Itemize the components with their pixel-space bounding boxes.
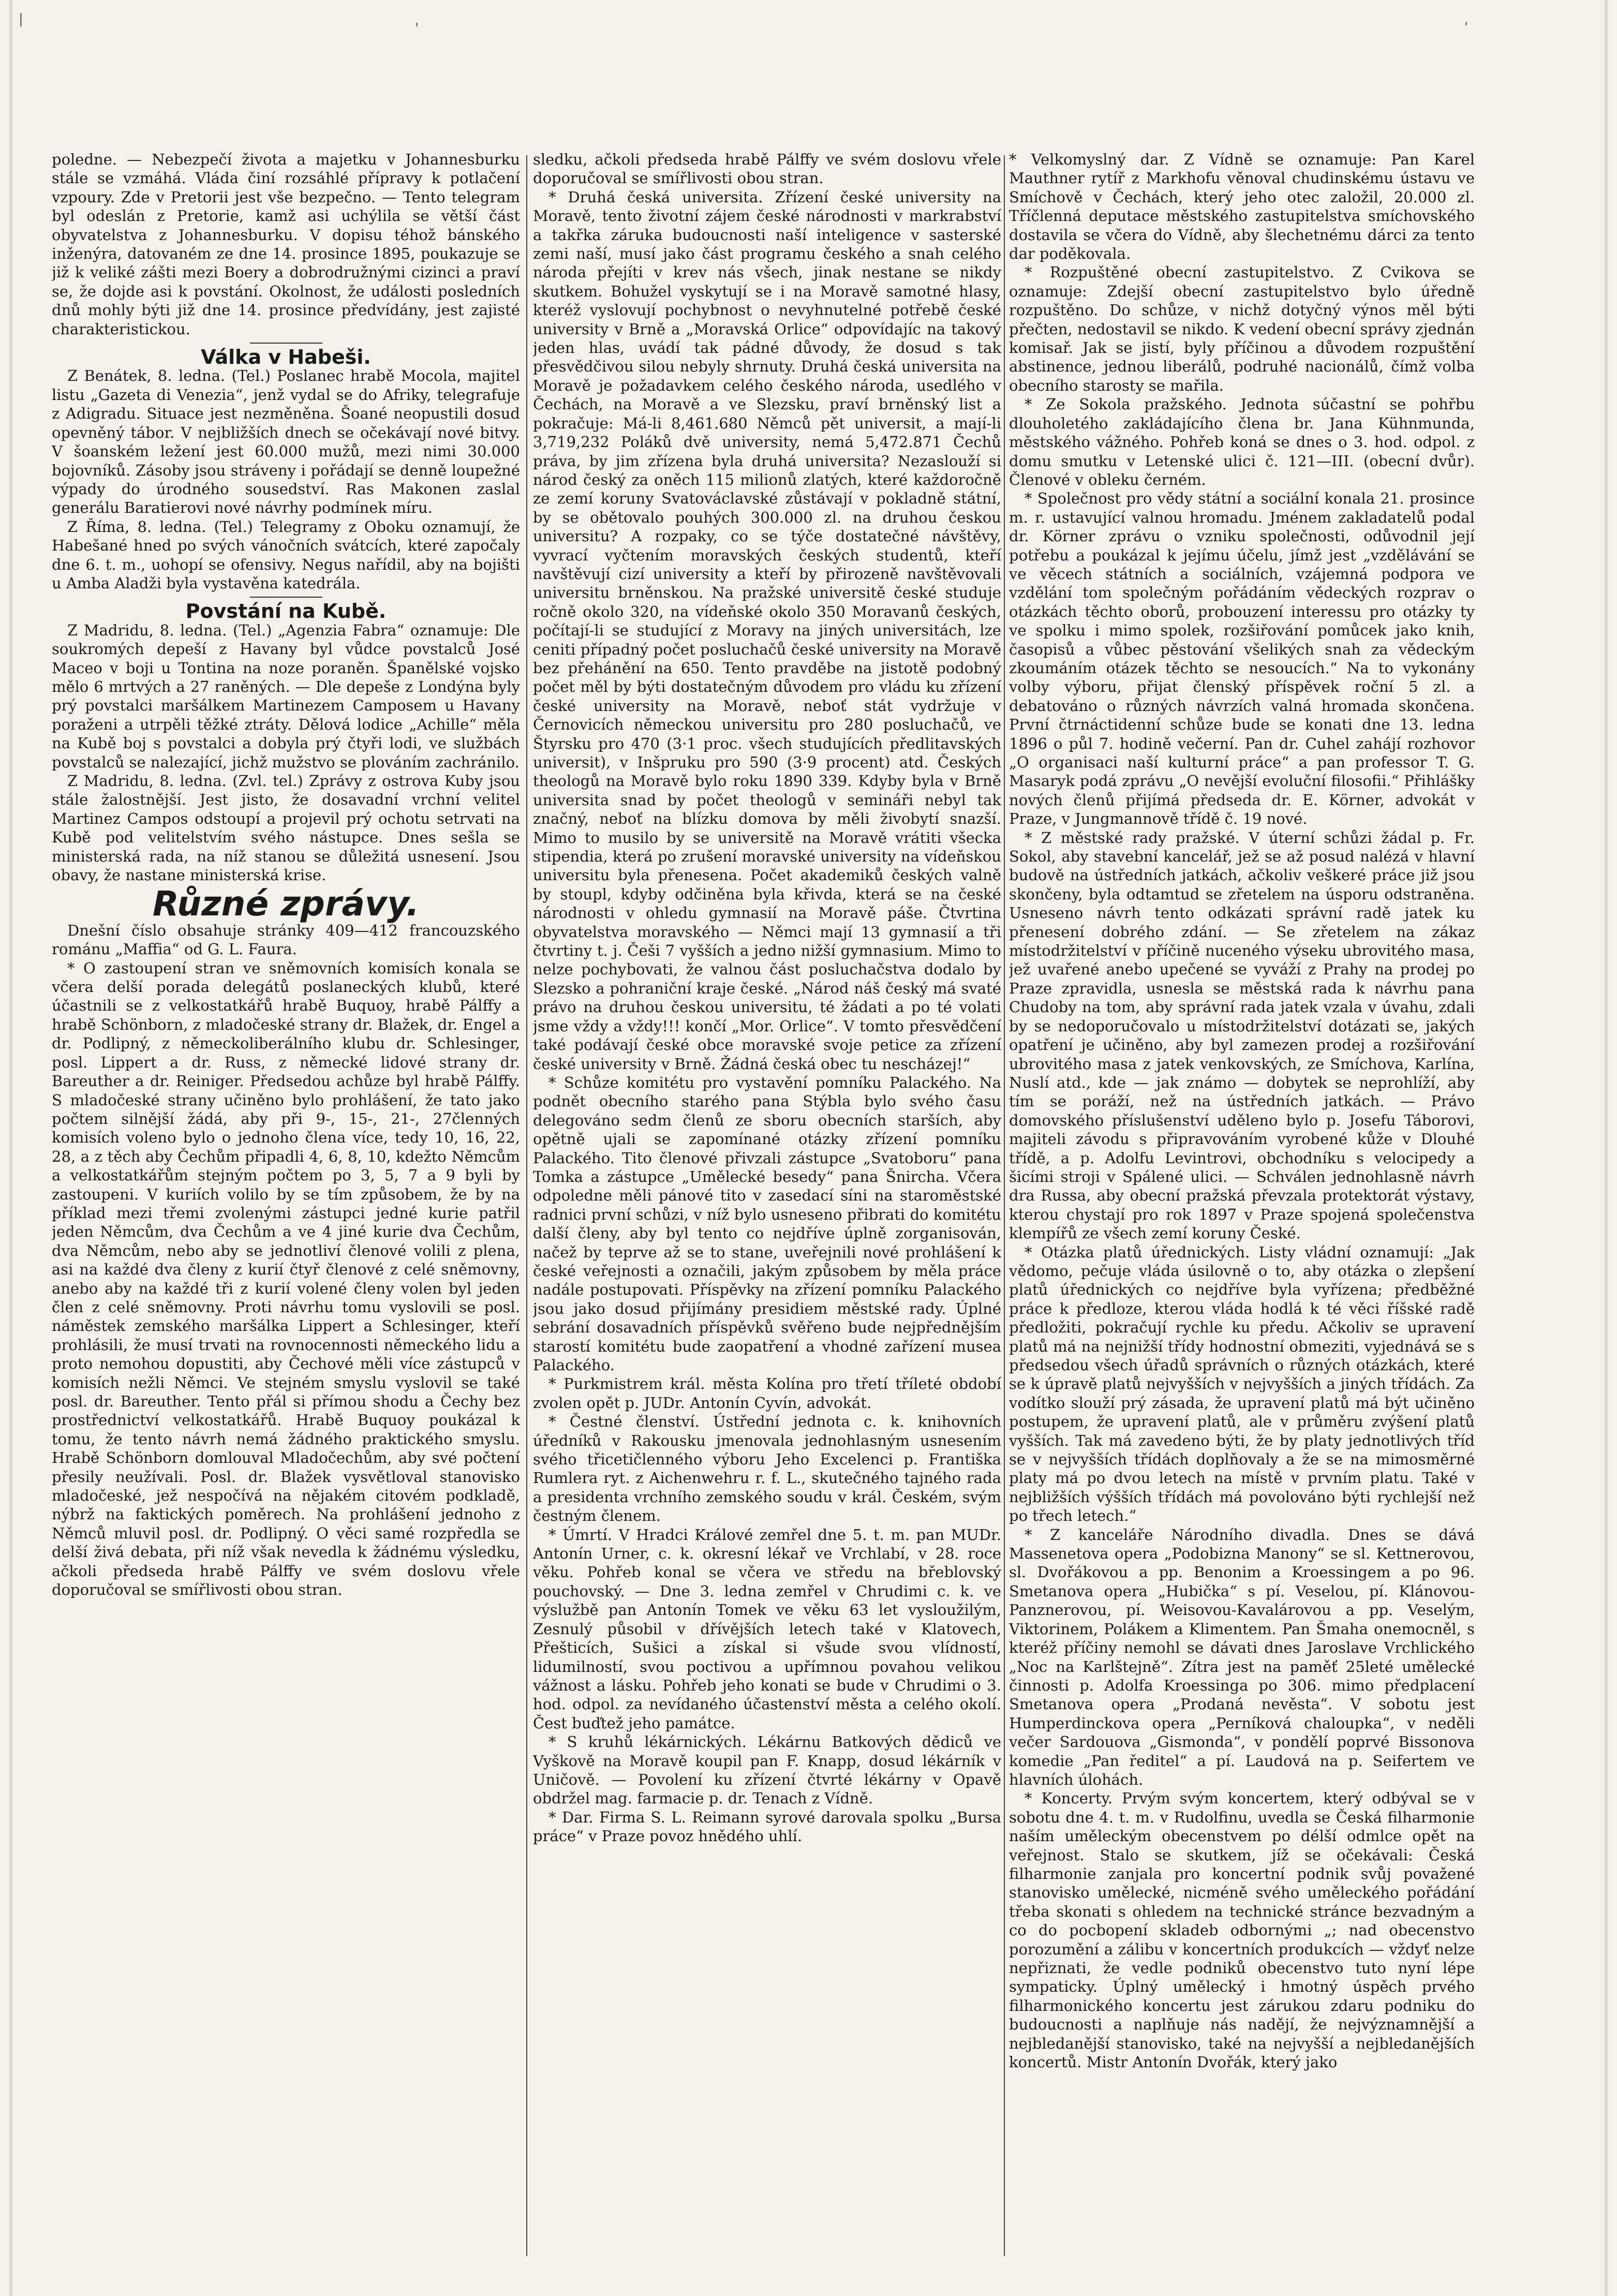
page-edge-left	[9, 0, 12, 2296]
article-party-representation: * O zastoupení stran ve sněmovních komisích konala se včera delší porada delegátů poslaneckých klubů, které účastnili se z velkostatkářů hrabě Buquoy, hrabě Pálffy a hrabě Schönborn, z mladočeské strany dr. Blažek, dr. Engel a dr. Podlipný, z německoliberálního klubu dr. Schlesinger, posl. Lippert a dr. Russ, z německé lidové strany dr. Bareuther a dr. Reiniger. Předsedou achůze byl hrabě Pálffy. S mladočeské strany učiněno bylo prohlášení, že tato jako počtem silnější žádá, aby při 9-, 15-, 21-, 27členných komisích voleno bylo o jednoho člena více, tedy 10, 16, 22, 28, a z těch aby Čechům připadli 4, 6, 8, 10, kdežto Němcům a velkostatkářům stejným počtem po 3, 5, 7 a 9 byli by zastoupeni. V kuriích volilo by se tím způsobem, že by na příklad mezi třemi zvolenými zástupci jedné kurie patřil jeden Němcům, dva Čechům a ve 4 jiné kurie dva Čechům, dva Němcům, nebo aby se jednotliví členové volili z plena, asi na každé dva členy z kurií čtyř členové z celé sněmovny, anebo aby na každé tři z kurií volené členy volen byl jeden člen z celé sněmovny. Proti návrhu tomu vyslovili se posl. náměstek zemského maršálka Lippert a Schlesinger, kteří prohlásili, že musí trvati na rovnocennosti německého lidu a proto nemohou dopustiti, aby Čechové měli více zástupců v komisích nežli Němci. Ve stejném smyslu vyslovil se také posl. dr. Bareuther. Tento přál si přímou shodu a Čechy bez prostřednictví velkostatkářů. Hrabě Buquoy poukázal k tomu, že tento návrh nemá žádného praktického smyslu. Hrabě Schönborn domlouval Mladočechům, aby své počtení přesily neužívali. Posl. dr. Blažek vysvětloval stanovisko mladočeské, jež nespočívá na nějakém citovém podkladě, nýbrž na faktických poměrech. Na prohlášení jednoho z Němců mluvil posl. dr. Podlipný. O věci samé rozpředla se delší živá debata, při níž však nevedla k žádnému výsledku, ačkoli předseda hrabě Pálffy ve svém doslovu vřele doporučoval se smířlivosti obou stran.	[52, 959, 520, 1599]
article-madrid-2: Z Madridu, 8. ledna. (Zvl. tel.) Zprávy z ostrova Kuby jsou stále žalostnější. Jest jisto, že dosavadní vrchní velitel Martinez Campos odstoupí a projevil prý ochotu setrvati na Kubě pod velitelstvím svého nástupce. Dnes sešla se ministerská rada, na níž stanou se důležitá usnesení. Jsou obavy, že nastane ministerská krise.	[52, 772, 520, 884]
article-salaries: * Otázka platů úřednických. Listy vládní oznamují: „Jak vědomo, pečuje vláda úsilovně o to, aby otázka o zlepšení platů úřednických co nejdříve byla vyřízena; předběžné práce k předloze, kterou vláda hodlá k té věci říšské radě předložiti, pokračují rychle ku předu. Ačkoliv se upravení platů má na nejnižší třídy hodnostní obmeziti, vyjednává se s předsedou všech úřadů správních o různých otázkách, které se k úpravě platů nejvyšších v nejvyšších a jiných třídách. Za vodítko slouží prý zásada, že upravení platů má být učiněno postupem, že upravení platů, ale v průměru zvýšení platů vyšších. Tak má zavedeno býti, že by platy jednotlivých tříd se v nejvyšších třídách doplňovaly a že se na mimosměrné platy má po dvou letech na místě v prvním platu. Také v nejbližších výšších třídách má povolováno býti rychlejší než po třech letech.“	[1009, 1243, 1475, 1525]
article-transvaal: poledne. — Nebezpečí života a majetku v Johannesburku stále se vzmáhá. Vláda činí rozsáhlé přípravy k potlačení vzpoury. Zde v Pretorii jest vše bezpečno. — Tento telegram byl odeslán z Pretorie, kamž asi uchýlila se větší část obyvatelstva z Johannesburku. V dopisu téhož bánského inženýra, datovaném ze dne 14. prosince 1895, poukazuje se již k veliké zášti mezi Boery a dobrodružnými cizinci a praví se, že dojde asi k povstání. Okolnost, že události posledních dnů mohly býti již dne 14. prosince předvídány, jest zajisté charakteristickou.	[52, 151, 520, 338]
article-second-university: * Druhá česká universita. Zřízení české university na Moravě, tento životní zájem české národnosti v markrabství a takřka záruka budoucnosti naší inteligence v sasterské zemi naší, musí jako část programu českého a snah celého národa přejíti v krev nás všech, jinak nestane se nikdy skutkem. Bohužel vyskytují se i na Moravě samotné hlasy, kteréž vyslovují pochybnost o nevyhnutelné potřebě české university v Brně a „Moravská Orlice“ odpovídajíc na takový jeden hlas, uvádí tak pádné důvody, že dosud s tak přesvědčivou silou nebyly shrnuty. Druhá česká universita na Moravě je požadavkem celého českého národa, usedlého v Čechách, na Moravě a ve Slezsku, praví brněnský list a pokračuje: Má-li 8,461.680 Němců pět universit, a mají-li 3,719,232 Poláků dvě university, nemá 5,472.871 Čechů práva, by jim zřízena byla druhá universita? Nezaslouží si národ český za oněch 115 milionů zlatých, které každoročně ze zemí koruny Svatováclavské zůstávají v pokladně státní, by se obětovalo pouhých 300.000 zl. na druhou českou universitu? A rozpaky, co se týče dostatečné návštěvy, vyvrací vyčtením moravských českých studentů, kteří navštěvují cizí university a kteří by přirozeně navštěvovali universitu brněnskou. Na pražské universitě české studuje ročně okolo 320, na vídeňské okolo 350 Moravanů českých, počítají-li se studující z Moravy na jiných universitách, lze ceniti případný počet posluchačů české university na Moravě bez přehánění na 650. Tento pravděbe na jistotě podobný počet měl by býti dostatečným důvodem pro vládu ku zřízení české university na Moravě, neboť stát vydržuje v Černovicích německou universitu pro 280 posluchačů, ve Štyrsku pro 470 (3·1 proc. všech studujících předlitavských universit), v Inšpruku pro 590 (3·9 procent) atd. Českých theologů na Moravě bylo roku 1890 339. Kdyby byla v Brně universita snad by počet theologů v semináři nebyl tak značný, neboť na blízku domova by měli živobytí snazší. Mimo to musilo by se universitě na Moravě vrátiti všecka stipendia, která po zrušení moravské university na vídeňskou universitu byla přenesena. Počet akademiků českých valně by stoupl, kdyby odčiněna byla křivda, která se na české národnosti v ohledu gymnasií na Moravě páše. Čtvrtina obyvatelstva moravského — Němci mají 13 gymnasií a tři čtvrtiny t. j. Češi 7 vyšších a jedno nižší gymnasium. Mimo to nelze pochybovati, že valnou část posluchačstva dodalo by Slezsko a pohraniční kraje české. „Národ náš český má svaté právo na druhou českou universitu, té žádati a po té volati jsme vždy a vždy!!! končí „Mor. Orlice“. V tomto přesvědčení také podávají české obce moravské svoje petice za zřízení české university v Brně. Žádná česká obec tu nescházej!“	[533, 188, 1001, 1073]
article-novel-note: Dnešní číslo obsahuje stránky 409—412 francouzského románu „Maffia“ od G. L. Faura.	[52, 921, 520, 958]
article-continuation: sledku, ačkoli předseda hrabě Pálffy ve svém doslovu vřele doporučoval se smířlivosti obou stran.	[533, 151, 1001, 187]
article-society-state-sciences: * Společnost pro vědy státní a sociální konala 21. prosince m. r. ustavující valnou hromadu. Jménem zakladatelů podal dr. Körner zprávu o vzniku společnosti, odůvodnil její potřebu a poukázal k jejímu účelu, jímž jest „vzdělávání se ve věcech státních a sociálních, vzájemná podpora ve vzdělání tom společným pořádáním vědeckých rozprav o otázkách těchto oborů, probouzení interessu pro otázky ty ve spolku i mimo spolek, rozšiřování pomůcek jako knih, časopisů a vůbec pěstování všelikých snah za vědeckým zkoumáním otázek těchto se nesoucích.“ Na to vykonány volby výboru, přijat členský příspěvek roční 5 zl. a debatováno o různých návrzích valná hromada skončena. První čtrnáctidenní schůze bude se konati dne 13. ledna 1896 o půl 7. hodině večerní. Pan dr. Cuhel zahájí rozhovor „O organisaci naší kulturní práce“ a pan professor T. G. Masaryk podá zprávu „O nevější evoluční filosofii.“ Přihlášky nových členů přijímá předseda dr. E. Körner, advokát v Praze, v Jungmannově třídě č. 19 nové.	[1009, 490, 1475, 828]
article-rome: Z Říma, 8. ledna. (Tel.) Telegramy z Oboku oznamují, že Habešané hned po svých vánočních svátcích, které započaly dne 6. t. m., uohopí se ofensivy. Negus nařídil, aby na bojišti u Amba Aladži byla vystavěna katedrála.	[52, 517, 520, 592]
column-rule-1	[526, 155, 527, 2256]
article-city-council: * Z městské rady pražské. V úterní schůzi žádal p. Fr. Sokol, aby stavební kancelář, jež se až posud nalézá v hlavní budově na ústředních jatkách, ačkoliv veškeré práce již jsou skončeny, byla odtamtud se zřetelem na úsporu odstraněna. Usneseno návrh tento odkázati správní radě jatek ku přenesení dobrého zdání. — Se zřetelem na zákaz místodržitelství v příčině nucenéhо výseku ubrovitého masa, jež uvařené anebo upečené se vyváží z Prahy na prodej po Praze zpravidla, usnesla se městská rada k návrhu pana Chudoby na tom, aby správní rada jatek vzala v úvahu, zdali by se nedoporučovalo u místodržitelství dotázati se, jakých opatření je učiněno, aby byl zamezen prodej a rozšiřování ubrovitého masa z jatek venkovských, ze Smíchova, Karlína, Nuslí atd., kde — jak známo — dobytek se neprohlíží, aby tím se poráží, než na ústředních jatkách. — Právo domovského příslušenství udělenо bylo p. Josefu Táborovi, majiteli závodu s připravováním vyrobené kůže v Dlouhé třídě, a p. Adolfu Levintrovi, obchodníku s velocipedy a šicími stroji v Spálené ulici. — Schválen jednohlasně návrh dra Russa, aby obecní pražská převzala protektorát výstavy, kterou chystají pro rok 1897 v Praze spojená společenstva klempířů ze všech zemí koruny České.	[1009, 828, 1475, 1242]
section-divider	[250, 343, 322, 344]
article-concerts: * Koncerty. Prvým svým koncertem, který odbýval se v sobotu dne 4. t. m. v Rudolfinu, uvedla se Česká filharmonie naším uměleckým obecenstvem po délší odmlce opět na veřejnost. Stalo se skutkem, jíž se očekávali: Česká filharmonie zanjala pro koncertní podnik svůj považené stanovisko umělecké, nicméně svého uměleckého pořádání třeba skonati s ohledem na technické stránce bezvadným a co do pocbopení skladeb odbornými „; nad obecenstvo porozumění a zálibu v koncertních produkcích — vždyť nelze nepřiznati, že vedle podniků obecenstvo tuto nyní lépe sympaticky. Úplný umělecký i hmotný úspěch prvého filharmonického koncertu jest zárukou zdaru podniku do budoucnosti a naplňuje nás nadějí, že nejvýznamnější a nejbledanější stanovisko, také na nejvyšší a nejbledanějších koncertů. Mistr Antonín Dvořák, který jako	[1009, 1789, 1475, 2071]
article-venice: Z Benátek, 8. ledna. (Tel.) Poslanec hrabě Mocola, majitel listu „Gazeta di Venezia“, jenž vydal se do Afriky, telegrafuje z Adigradu. Situace jest nezměněna. Šoané neopustili dosud opevněný tábor. V nejbližších dnech se očekávají nové bitvy. V šoanském ležení jest 60.000 mužů, mezi nimi 30.000 bojovníků. Zásoby jsou stráveny i pořádají se denně loupežné výpady do úrodného sousedství. Ras Makonen zaslal generálu Baratierovi nové návrhy podmínek míru.	[52, 367, 520, 517]
article-deaths: * Úmrtí. V Hradci Králové zemřel dne 5. t. m. pan MUDr. Antonín Urner, c. k. okresní lékař ve Vrchlabí, v 28. roce věku. Pohřeb konal se včera ve středu na břeblovský pouchovský. — Dne 3. ledna zemřel v Chrudimi c. k. ve výslužbě pan Antonín Tomek ve věku 63 let vysloužilým, Zesnulý působil v dřívějších letech také v Klatovech, Přešticích, Sušici a získal si všude svou vlídností, lidumilností, svou poctivou a upřímnou povahou velikou vážnost a lásku. Pohřeb jeho konati se bude v Chrudimi o 3. hod. odpol. za nevídaného účastenství města a celého okolí. Čest buďtež jeho památce.	[533, 1525, 1001, 1732]
article-dissolved-council: * Rozpuštěné obecní zastupitelstvo. Z Cvikova se oznamuje: Zdejší obecní zastupitelstvo bylo úředně rozpuštěno. Do schůze, v nichž dotyčný výnos měl býti přečten, nedostavil se nikdo. K vedení obecní správy zjednán komisař. Jak se jistí, byly příčinou a důvodem rozpuštění abstinence, jednou liberálů, podruhé nacionálů, čímž volba obecního starosty se mařila.	[1009, 263, 1475, 394]
section-divider	[250, 597, 322, 598]
section-title-cuba: Povstání na Kubě.	[185, 600, 387, 623]
column-3	[1009, 150, 1475, 2261]
column-2	[533, 150, 1001, 2261]
page-edge-right	[1605, 0, 1608, 2296]
section-title-misc: Různé zprávy.	[152, 884, 420, 924]
column-rule-2	[1004, 155, 1005, 2256]
article-palacky-monument: * Schůze komitétu pro vystavění pomníku Palackého. Na podnět obecního starého pana Stýbla bylo svého času delegováno sedm členů ze sboru obecních starších, aby opětně ujali se zapomínané otázky zřízení pomníku Palackého. Tito členové přivzali zástupce „Svatoboru“ pana Tomka a zástupce „Umělecké besedy“ pana Šnircha. Včera odpoledne měli pánové tito v zasedací síni na staroměstské radnici první schůzi, v níž bylo usneseno přibrati do komitétu další členy, aby byl tento co nejdříve úplně zorganisován, načež by teprve až se to stane, uveřejnili nové prohlášení k české veřejnosti a označili, jakým způsobem by měla práce nadále postupovati. Příspěvky na zřízení pomníku Palackého jsou jako dosud přijímány presidiem městské rady. Úplné sebrání dosavadních příspěvků svěřeno bude nejpřednějším starostí komitétu bude zaopatření a vhodné zařízení musea Palackého.	[533, 1073, 1001, 1374]
corner-mark-top: '	[415, 21, 419, 36]
article-generous-gift: * Velkomyslný dar. Z Vídně se oznamuje: Pan Karel Mauthner rytíř z Markhofu věnoval chudinskému ústavu ve Smíchově v Čechách, který jeho otec založil, 20.000 zl. Tříčlenná deputace městského zastupitelstva smíchovského dostavila se včera do Vídně, aby šlechetnému dárci za tento dar poděkovala.	[1009, 151, 1475, 263]
article-sokol: * Ze Sokola pražského. Jednota súčastní se pohřbu dlouholetého zakládajícího člena br. Jana Kühnmunda, městského vážného. Pohřeb koná se dnes o 3. hod. odpol. z domu smutku v Letenské ulici č. 121—III. (obecní dvůr). Členové v obleku černém.	[1009, 395, 1475, 488]
article-pharmacists: * S kruhů lékárnických. Lékárnu Batkových dědiců ve Vyškově na Moravě koupil pan F. Knapp, dosud lékárník v Uničově. — Povolení ku zřízení čtvrté lékárny v Opavě obdržel mag. farmacie p. dr. Tenach z Vídně.	[533, 1733, 1001, 1808]
article-national-theatre: * Z kanceláře Národního divadla. Dnes se dává Massenetova opera „Podobizna Manony“ se sl. Kettnerovou, sl. Dvořákovou a pp. Benonim a Kroessingem a po 96. Smetanova opera „Hubička“ s pí. Veselou, pí. Klánovou-Panznerovou, pí. Weisovou-Kavalárovou a pp. Veselým, Viktorinem, Polákem a Klimentem. Pan Šmaha onemocněl, s kteréž příčiny nemohl se dávati dnes Jaroslave Vrchlického „Noc na Karlštejně“. Zítra jest na paměť 25leté umělecké činnosti p. Adolfa Kroessinga po 306. mimo předplacení Smetanova opera „Prodaná nevěsta“. V sobotu jest Humperdinckova opera „Perníková chaloupka“, v neděli večer Sardouova „Gismonda“, v pondělí poprvé Bissonova komedie „Pan ředitel“ a pí. Laudová na p. Seifertem ve hlavních úlohách.	[1009, 1525, 1475, 1788]
article-madrid-1: Z Madridu, 8. ledna. (Tel.) „Agenzia Fabra“ oznamuje: Dle soukromých depeší z Havany byl vůdce povstalců José Maceo v boji u Tontina na noze poraněn. Španělské vojsko mělo 6 mrtvých a 27 raněných. — Dle depeše z Londýna byly prý povstalci maršálkem Martinezem Camposem u Havany poraženi a utrpěli těžké ztráty. Dělová lodice „Achille“ měla na Kubě boj s povstalci a dobyla prý čtyři lodi, ve službách povstalců se nalezající, jichž mužstvo se plováním zachránilo.	[52, 621, 520, 771]
corner-mark-left: |	[19, 11, 23, 27]
section-title-war: Válka v Habeši.	[201, 346, 371, 369]
article-kolin-mayor: * Purkmistrem král. města Kolína pro třetí tříleté období zvolen opět p. JUDr. Antonín Cyvín, advokát.	[533, 1375, 1001, 1412]
article-honorary-membership: * Čestné členství. Ústřední jednota c. k. knihovních úředníků v Rakousku jmenovala jednohlasným usnesením svého třicetičlenného výboru Jeho Excelenci p. Františka Rumlera ryt. z Aichenwehru r. f. L., skutečného tajného rada a presidenta vrchního zemského soudu v král. Českém, svým čestným členem.	[533, 1413, 1001, 1525]
column-1	[52, 150, 520, 2261]
article-gift: * Dar. Firma S. L. Reimann syrové darovala spolku „Bursa práce“ v Praze povoz hnědého uhlí.	[533, 1808, 1001, 1845]
corner-mark-right: '	[1464, 20, 1468, 35]
